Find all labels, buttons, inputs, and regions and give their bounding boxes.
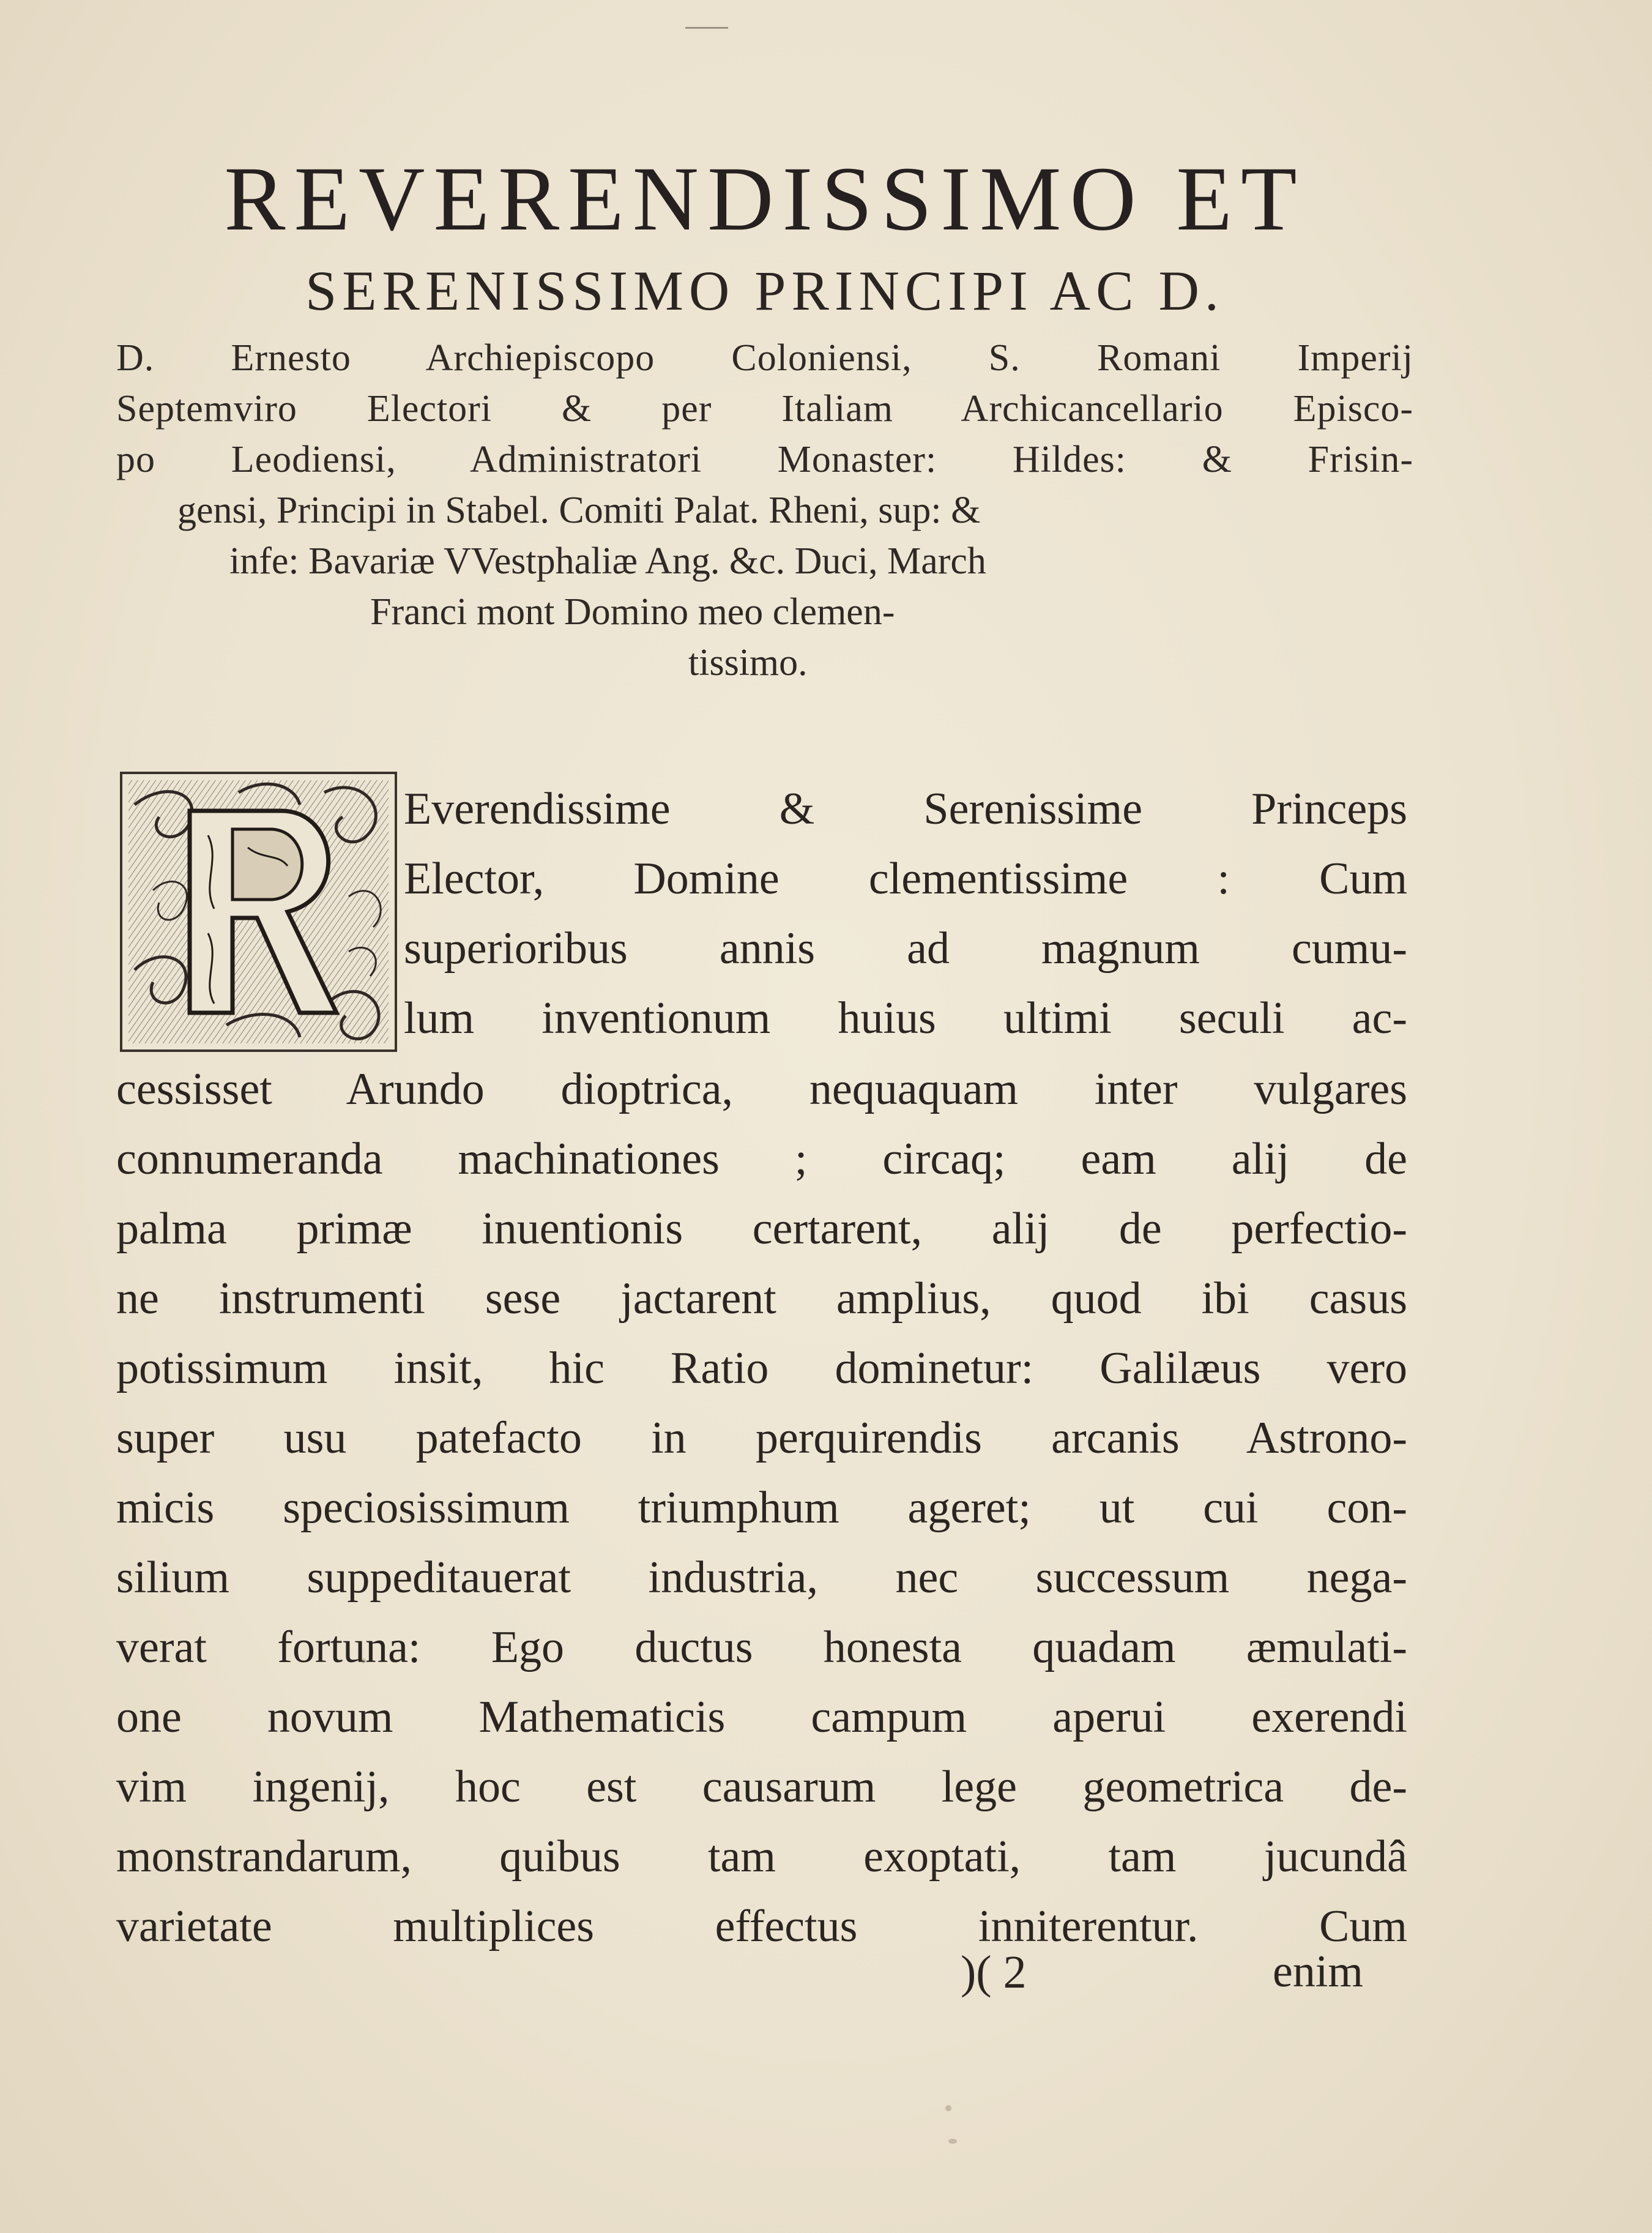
dedication-line: gensi, Principi in Stabel. Comiti Palat. Rheni, sup: & <box>177 490 981 531</box>
rest-lines <box>116 1054 1407 1961</box>
ink-speck <box>945 2105 951 2111</box>
decorated-initial-r <box>116 768 401 1056</box>
top-rule <box>685 27 728 29</box>
dedication-title-line-1: REVERENDISSIMO ET <box>224 148 1306 250</box>
dedication-line: po Leodiensi, Administratori Monaster: Hildes: & Frisin- <box>116 439 1413 480</box>
body-line: lum inventionum huius ultimi seculi ac- <box>404 993 1407 1043</box>
body-line: Elector, Domine clementissime : Cum <box>404 854 1407 904</box>
body-line: potissimum insit, hic Ratio dominetur: Galilæus vero <box>116 1343 1407 1393</box>
catchword: enim <box>1273 1947 1363 1997</box>
ink-speck <box>361 1658 366 1663</box>
body-line: palma primæ inuentionis certarent, alij de perfectio- <box>116 1204 1407 1254</box>
dedication-block <box>116 147 1413 688</box>
body-line: silium suppeditauerat industria, nec successum nega- <box>116 1553 1407 1603</box>
body-line: ne instrumenti sese jactarent amplius, quod ibi casus <box>116 1273 1407 1324</box>
body-line: varietate multiplices effectus inniterentur. Cum <box>116 1901 1407 1952</box>
body-line: monstrandarum, quibus tam exoptati, tam jucundâ <box>116 1832 1407 1882</box>
ornamental-initial-icon <box>116 768 401 1056</box>
body-line: super usu patefacto in perquirendis arcanis Astrono- <box>116 1413 1407 1463</box>
dedication-line: Franci mont Domino meo clemen- <box>370 591 895 633</box>
dedication-line: Septemviro Electori & per Italiam Archicancellario Episco- <box>116 388 1413 430</box>
dedication-line: infe: Bavariæ VVestphaliæ Ang. &c. Duci, March <box>229 540 986 582</box>
body-line: Everendissime & Serenissime Princeps <box>404 784 1407 834</box>
ink-speck <box>948 2139 957 2144</box>
body-line: cessisset Arundo dioptrica, nequaquam inter vulgares <box>116 1064 1407 1114</box>
body-line: verat fortuna: Ego ductus honesta quadam æmulati- <box>116 1622 1407 1672</box>
first-lines <box>404 774 1407 1053</box>
body-line: micis speciosissimum triumphum ageret; ut cui con- <box>116 1483 1407 1533</box>
body-line: superioribus annis ad magnum cumu- <box>404 923 1407 974</box>
dedication-address <box>116 333 1413 688</box>
body-line: one novum Mathematicis campum aperui exerendi <box>116 1692 1407 1742</box>
dedication-line: tissimo. <box>688 642 808 684</box>
signature-mark: )( 2 <box>961 1947 1027 1998</box>
dedication-line: D. Ernesto Archiepiscopo Coloniensi, S. Romani Imperij <box>116 337 1413 379</box>
body-line: vim ingenij, hoc est causarum lege geometrica de- <box>116 1762 1407 1812</box>
dedication-title-line-2: SERENISSIMO PRINCIPI AC D. <box>305 259 1224 322</box>
body-line: connumeranda machinationes ; circaq; eam alij de <box>116 1134 1407 1184</box>
